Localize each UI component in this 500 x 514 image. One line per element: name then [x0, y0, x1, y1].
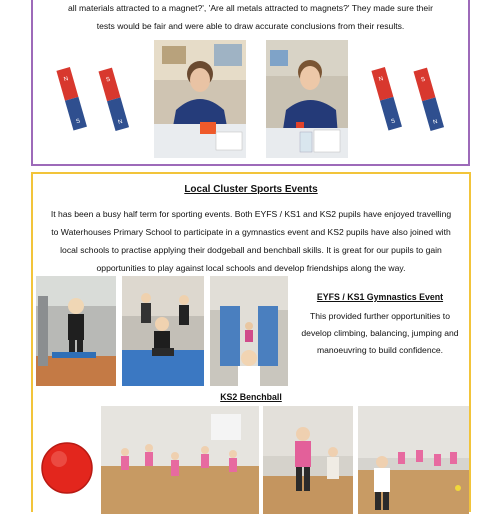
magnet-pole-n-label: N [63, 76, 70, 84]
magnets-image-left [51, 64, 139, 134]
ball-image [39, 440, 95, 496]
magnet-pole-n-label: N [432, 118, 439, 126]
pupil-testing-magnet-photo-1 [154, 40, 246, 158]
magnets-image-right [366, 64, 454, 134]
magnet-pole-s-label: S [390, 118, 397, 126]
sports-paragraph-line-2: to Waterhouses Primary School to participate in a gymnastics event and KS2 pupils have also joined with [51, 227, 451, 237]
sports-section [31, 172, 471, 512]
magnet-pole-s-label: S [105, 76, 112, 84]
gymnastics-line-2: develop climbing, balancing, jumping and [301, 328, 459, 338]
magnet-pole-n-label: N [117, 118, 124, 126]
gymnastics-title: EYFS / KS1 Gymnastics Event [316, 292, 444, 302]
magnet-pole-n-label: N [378, 76, 385, 84]
magnet-pole-s-label: S [420, 76, 427, 84]
gymnastics-photo-2 [122, 276, 204, 386]
gymnastics-photo-1 [36, 276, 116, 386]
benchball-photo-1 [101, 406, 259, 514]
benchball-photo-2 [263, 406, 353, 514]
sports-paragraph-line-1: It has been a busy half term for sporting events. Both EYFS / KS1 and KS2 pupils have enjoyed travelling [50, 209, 452, 219]
pupil-testing-magnet-photo-2 [266, 40, 348, 158]
benchball-title: KS2 Benchball [220, 392, 282, 402]
gymnastics-line-3: manoeuvring to build confidence. [316, 345, 444, 355]
sports-paragraph-line-3: local schools to practise applying their dodgeball and benchball skills. It is great for our pupils to gain [60, 245, 442, 255]
science-intro-line-1: all materials attracted to a magnet?', 'Are all metals attracted to magnets?' They made sure their [68, 3, 433, 13]
sports-paragraph-line-4: opportunities to play against local schools and develop friendships along the way. [96, 263, 406, 273]
magnet-pole-s-label: S [75, 118, 82, 126]
gymnastics-photo-3 [210, 276, 288, 386]
gymnastics-line-1: This provided further opportunities to [310, 311, 450, 321]
science-section [31, 0, 470, 166]
benchball-photo-3 [358, 406, 469, 514]
sports-title: Local Cluster Sports Events [184, 184, 318, 195]
science-intro-line-2: tests would be fair and were able to draw accurate conclusions from their results. [96, 21, 405, 31]
